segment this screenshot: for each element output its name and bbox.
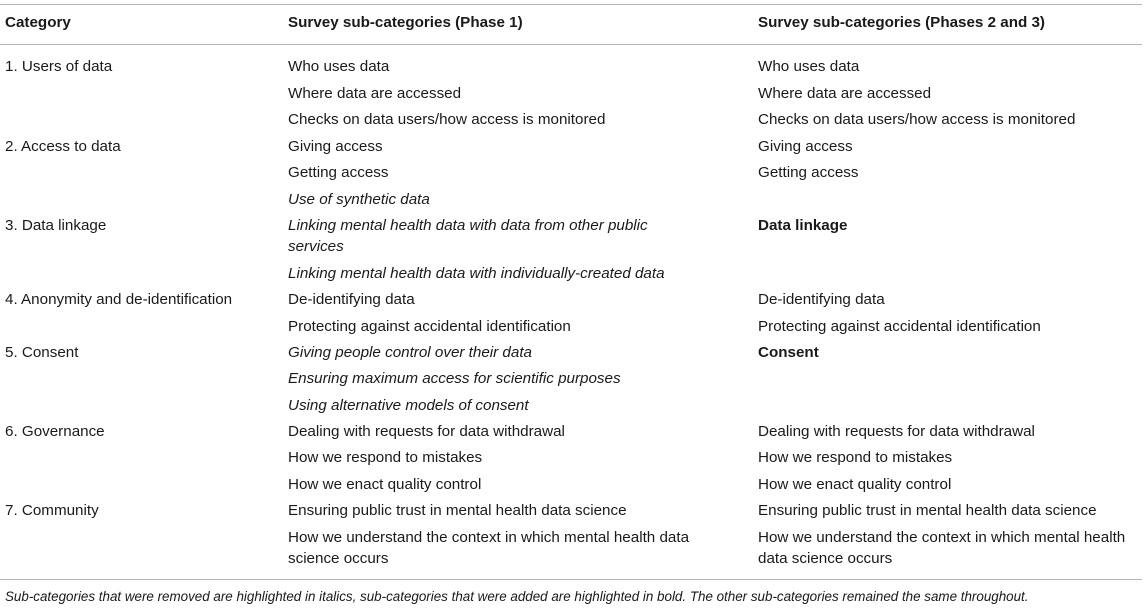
phase1-item: How we enact quality control [288,476,482,493]
table-footnote: Sub-categories that were removed are highlighted in italics, sub-categories that were added are highlighted in bold. The other sub-categories remained the same throughout. [5,589,1029,604]
phase1-item: Giving access [288,138,383,155]
phase23-item: Dealing with requests for data withdrawal [758,423,1035,440]
row-category: 7. Community [5,502,99,519]
phase1-item-removed: Ensuring maximum access for scientific purposes [288,370,621,387]
phase23-item: How we respond to mistakes [758,449,953,466]
phase1-item: Dealing with requests for data withdrawal [288,423,565,440]
phase1-item: science occurs [288,550,389,567]
phase23-item: How we enact quality control [758,476,952,493]
phase1-item-removed: Using alternative models of consent [288,397,529,414]
phase23-item: Protecting against accidental identification [758,318,1041,335]
row-category: 2. Access to data [5,138,121,155]
phase23-item: Ensuring public trust in mental health data science [758,502,1097,519]
phase23-item: How we understand the context in which mental health [758,529,1126,546]
phase1-item-removed: Linking mental health data with individually-created data [288,265,665,282]
phase23-item: Giving access [758,138,853,155]
phase23-item: data science occurs [758,550,893,567]
phase1-item: Who uses data [288,58,390,75]
phase1-item: Protecting against accidental identification [288,318,571,335]
phase1-item: Checks on data users/how access is monitored [288,111,606,128]
header-phase1: Survey sub-categories (Phase 1) [288,14,523,31]
phase23-item: Where data are accessed [758,85,932,102]
phase1-item-removed: Linking mental health data with data from other public [288,217,648,234]
phase23-item-added: Consent [758,344,819,361]
phase1-item: Getting access [288,164,389,181]
phase23-item: Checks on data users/how access is monitored [758,111,1076,128]
header-phase23: Survey sub-categories (Phases 2 and 3) [758,14,1045,31]
row-category: 4. Anonymity and de-identification [5,291,233,308]
header-bottom-rule [0,44,1142,45]
row-category: 3. Data linkage [5,217,107,234]
header-category: Category [5,14,71,31]
table-bottom-rule [0,579,1142,580]
phase1-item: Ensuring public trust in mental health data science [288,502,627,519]
phase1-item-removed: services [288,238,344,255]
phase23-item: De-identifying data [758,291,885,308]
table-top-rule [0,4,1142,5]
phase1-item: How we respond to mistakes [288,449,483,466]
phase23-item-added: Data linkage [758,217,848,234]
phase1-item-removed: Use of synthetic data [288,191,430,208]
phase1-item: Where data are accessed [288,85,462,102]
phase1-item: How we understand the context in which mental health data [288,529,690,546]
row-category: 5. Consent [5,344,79,361]
phase1-item-removed: Giving people control over their data [288,344,532,361]
phase23-item: Who uses data [758,58,860,75]
phase23-item: Getting access [758,164,859,181]
phase1-item: De-identifying data [288,291,415,308]
row-category: 6. Governance [5,423,105,440]
row-category: 1. Users of data [5,58,113,75]
